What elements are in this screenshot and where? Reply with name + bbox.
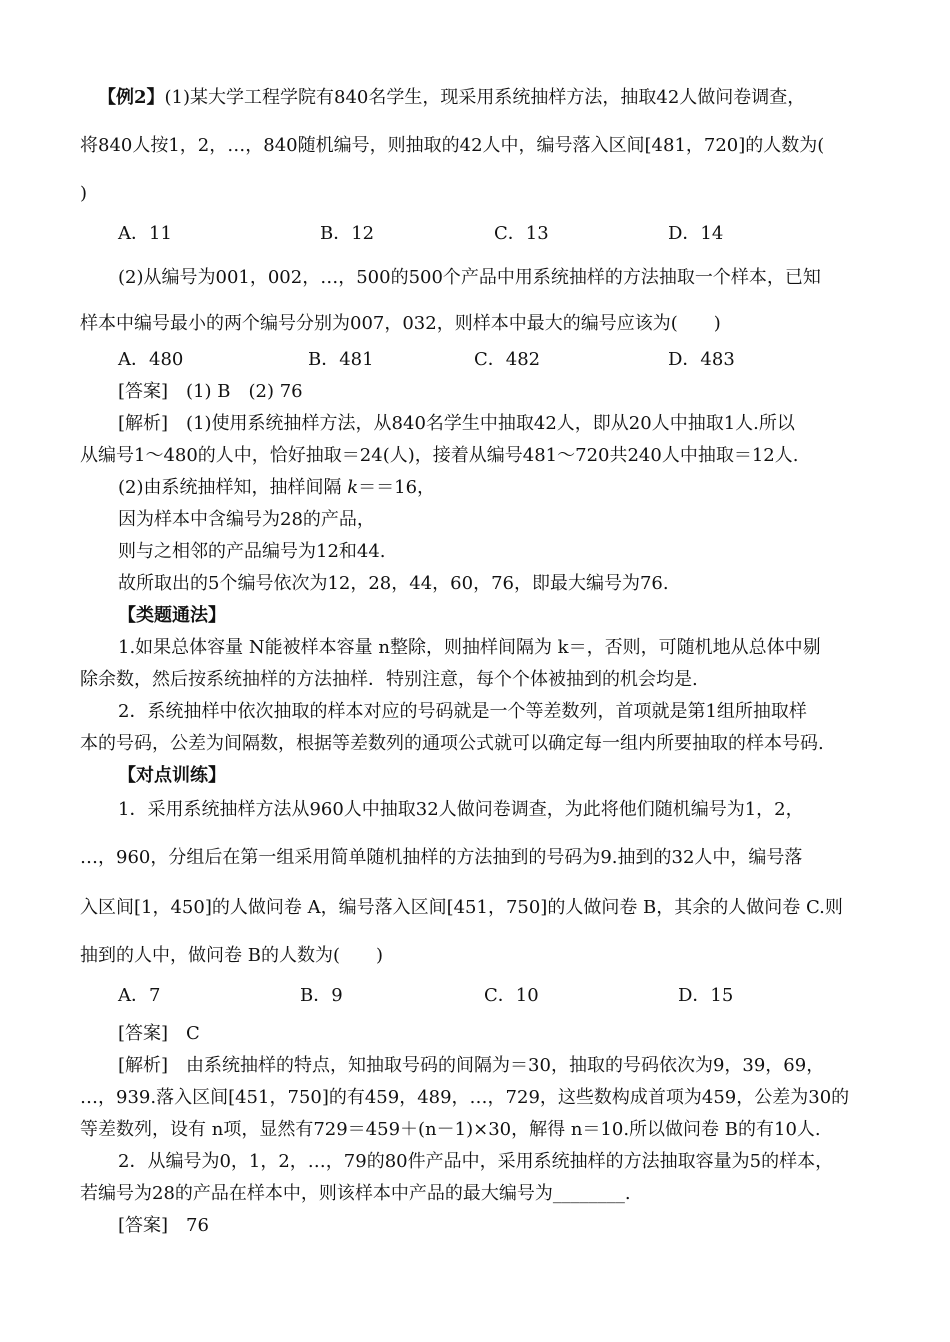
option-d: D．15 <box>678 985 734 1006</box>
training-p1-analysis-line2: …，939.落入区间[451，750]的有459，489，…，729，这些数构成首项为459，公差为30的 <box>80 1087 850 1108</box>
example2-analysis-line2: 从编号1～480的人中，恰好抽取＝24(人)，接着从编号481～720共240人中抽取＝12人. <box>80 445 799 466</box>
option-b: B．9 <box>300 985 343 1006</box>
method-header: 【类题通法】 <box>118 605 226 626</box>
method-item1-line2: 除余数，然后按系统抽样的方法抽样．特别注意，每个个体被抽到的机会均是. <box>80 669 698 690</box>
training-header: 【对点训练】 <box>118 765 226 786</box>
example2-q2-line2: 样本中编号最小的两个编号分别为007，032，则样本中最大的编号应该为( ) <box>80 313 721 334</box>
example2-analysis-line4: 因为样本中含编号为28的产品， <box>118 509 375 530</box>
option-c: C．13 <box>494 223 549 244</box>
training-p1-options <box>0 984 950 1008</box>
training-p2-answer: [答案] 76 <box>118 1215 209 1236</box>
training-p2-line1: 2．从编号为0，1，2，…，79的80件产品中，采用系统抽样的方法抽取容量为5的样本， <box>118 1151 834 1172</box>
option-a: A．7 <box>118 985 161 1006</box>
example2-answer: [答案] (1) B (2) 76 <box>118 381 303 402</box>
method-item2-line1: 2．系统抽样中依次抽取的样本对应的号码就是一个等差数列，首项就是第1组所抽取样 <box>118 701 807 722</box>
example2-q1-line3: ) <box>80 183 88 204</box>
training-p2-line2: 若编号为28的产品在样本中，则该样本中产品的最大编号为________. <box>80 1183 631 1204</box>
example2-analysis-line1: [解析] (1)使用系统抽样方法，从840名学生中抽取42人，即从20人中抽取1人.所以 <box>118 413 795 434</box>
example2-header: 【例2】 <box>98 87 165 108</box>
example2-analysis-line5: 则与之相邻的产品编号为12和44. <box>118 541 386 562</box>
option-b: B．481 <box>308 349 374 370</box>
option-a: A．480 <box>118 349 184 370</box>
training-p1-line4: 抽到的人中，做问卷 B的人数为( ) <box>80 945 383 966</box>
example2-analysis-line6: 故所取出的5个编号依次为12，28，44，60，76，即最大编号为76. <box>118 573 669 594</box>
training-p1-line1: 1．采用系统抽样方法从960人中抽取32人做问卷调查，为此将他们随机编号为1，2， <box>118 799 804 820</box>
example2-q1-line2: 将840人按1，2，…，840随机编号，则抽取的42人中，编号落入区间[481，720]的人数为( <box>80 135 825 156</box>
option-d: D．483 <box>668 349 735 370</box>
method-item2-line2: 本的号码，公差为间隔数，根据等差数列的通项公式就可以确定每一组内所要抽取的样本号码. <box>80 733 824 754</box>
option-a: A．11 <box>118 223 172 244</box>
training-p1-line2: …，960，分组后在第一组采用简单随机抽样的方法抽到的号码为9.抽到的32人中，编号落 <box>80 847 803 868</box>
method-item1-line1: 1.如果总体容量 N能被样本容量 n整除，则抽样间隔为 k＝，否则，可随机地从总体中剔 <box>118 637 821 658</box>
option-d: D．14 <box>668 223 724 244</box>
example2-analysis-line3: (2)由系统抽样知，抽样间隔 k＝＝16， <box>118 477 436 498</box>
training-p1-analysis-line3: 等差数列，设有 n项，显然有729＝459＋(n－1)×30，解得 n＝10.所以做问卷 B的有10人. <box>80 1119 821 1140</box>
option-c: C．10 <box>484 985 539 1006</box>
example2-q2-line1: (2)从编号为001，002，…，500的500个产品中用系统抽样的方法抽取一个样本，已知 <box>118 267 821 288</box>
training-p1-answer: [答案] C <box>118 1023 200 1044</box>
example2-q1-line1: 【例2】(1)某大学工程学院有840名学生，现采用系统抽样方法，抽取42人做问卷调查， <box>98 87 806 108</box>
training-p1-analysis-line1: [解析] 由系统抽样的特点，知抽取号码的间隔为＝30，抽取的号码依次为9，39，69， <box>118 1055 825 1076</box>
option-b: B．12 <box>320 223 375 244</box>
example2-q2-options <box>0 348 950 372</box>
option-c: C．482 <box>474 349 541 370</box>
training-p1-line3: 入区间[1，450]的人做问卷 A，编号落入区间[451，750]的人做问卷 B，其余的人做问卷 C.则 <box>80 897 843 918</box>
example2-q1-options <box>0 222 950 246</box>
